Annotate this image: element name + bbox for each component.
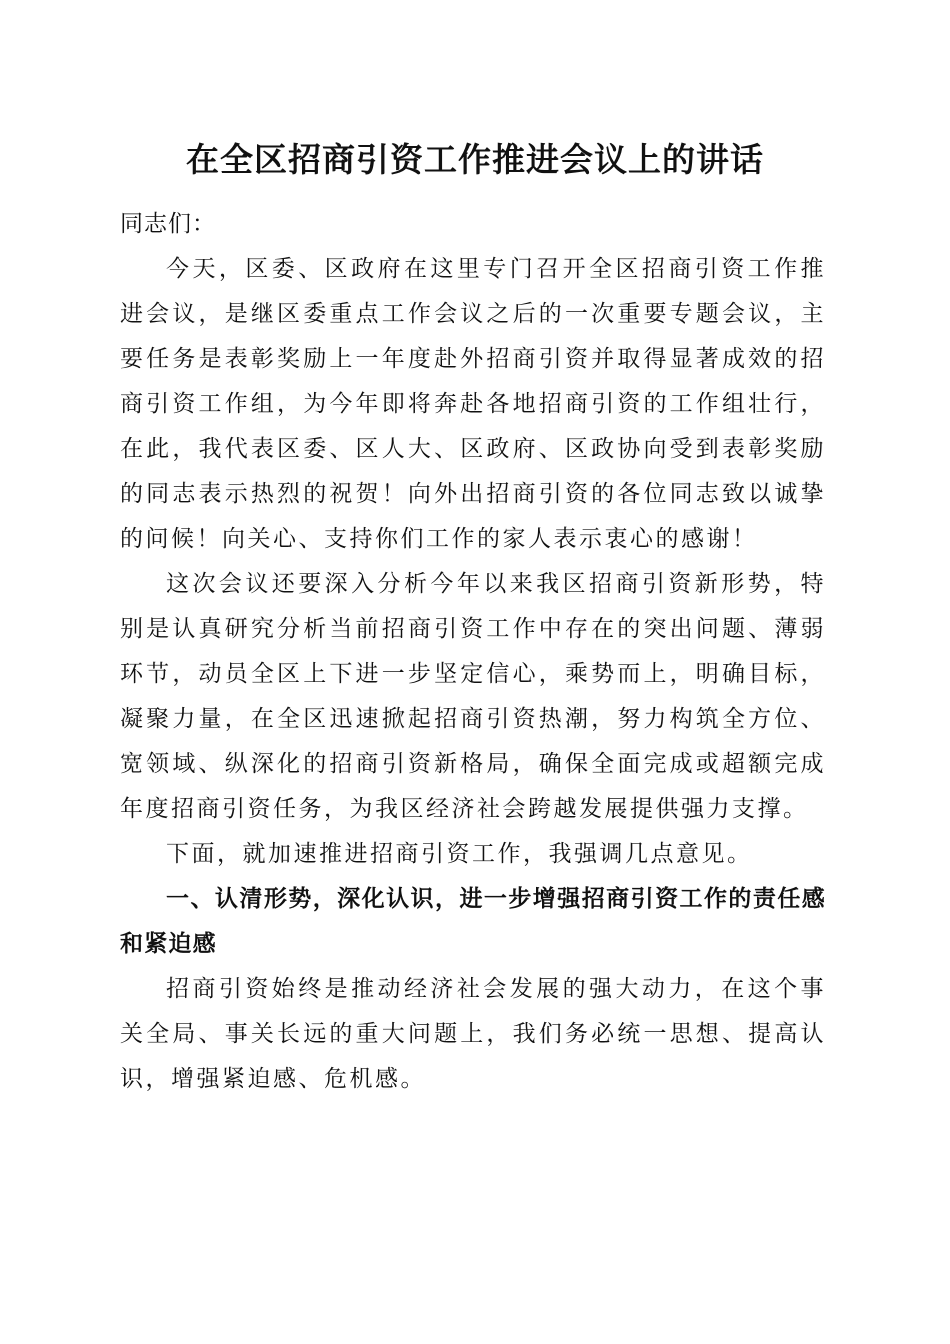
paragraph-meeting-goals: 这次会议还要深入分析今年以来我区招商引资新形势，特别是认真研究分析当前招商引资工作中存在的突出问题、薄弱环节，动员全区上下进一步坚定信心，乘势而上，明确目标，凝聚力量，在全区迅速掀起招商引资热潮，努力构筑全方位、宽领域、纵深化的招商引资新格局，确保全面完成或超额完成年度招商引资任务，为我区经济社会跨越发展提供强力支撑。 — [120, 571, 826, 822]
document-body — [120, 202, 826, 1102]
salutation: 同志们： — [120, 211, 216, 237]
section-heading-1: 一、认清形势，深化认识，进一步增强招商引资工作的责任感和紧迫感 — [120, 886, 826, 957]
document-title: 在全区招商引资工作推进会议上的讲话 — [186, 140, 764, 179]
paragraph-opening: 今天，区委、区政府在这里专门召开全区招商引资工作推进会议，是继区委重点工作会议之后的一次重要专题会议，主要任务是表彰奖励上一年度赴外招商引资并取得显著成效的招商引资工作组，为今年即将奔赴各地招商引资的工作组壮行，在此，我代表区委、区人大、区政府、区政协向受到表彰奖励的同志表示热烈的祝贺！向外出招商引资的各位同志致以诚挚的问候！向关心、支持你们工作的家人表示衷心的感谢！ — [120, 256, 826, 552]
paragraph-transition: 下面，就加速推进招商引资工作，我强调几点意见。 — [166, 841, 753, 867]
paragraph-section-1: 招商引资始终是推动经济社会发展的强大动力，在这个事关全局、事关长远的重大问题上，我们务必统一思想、提高认识，增强紧迫感、危机感。 — [120, 976, 826, 1092]
